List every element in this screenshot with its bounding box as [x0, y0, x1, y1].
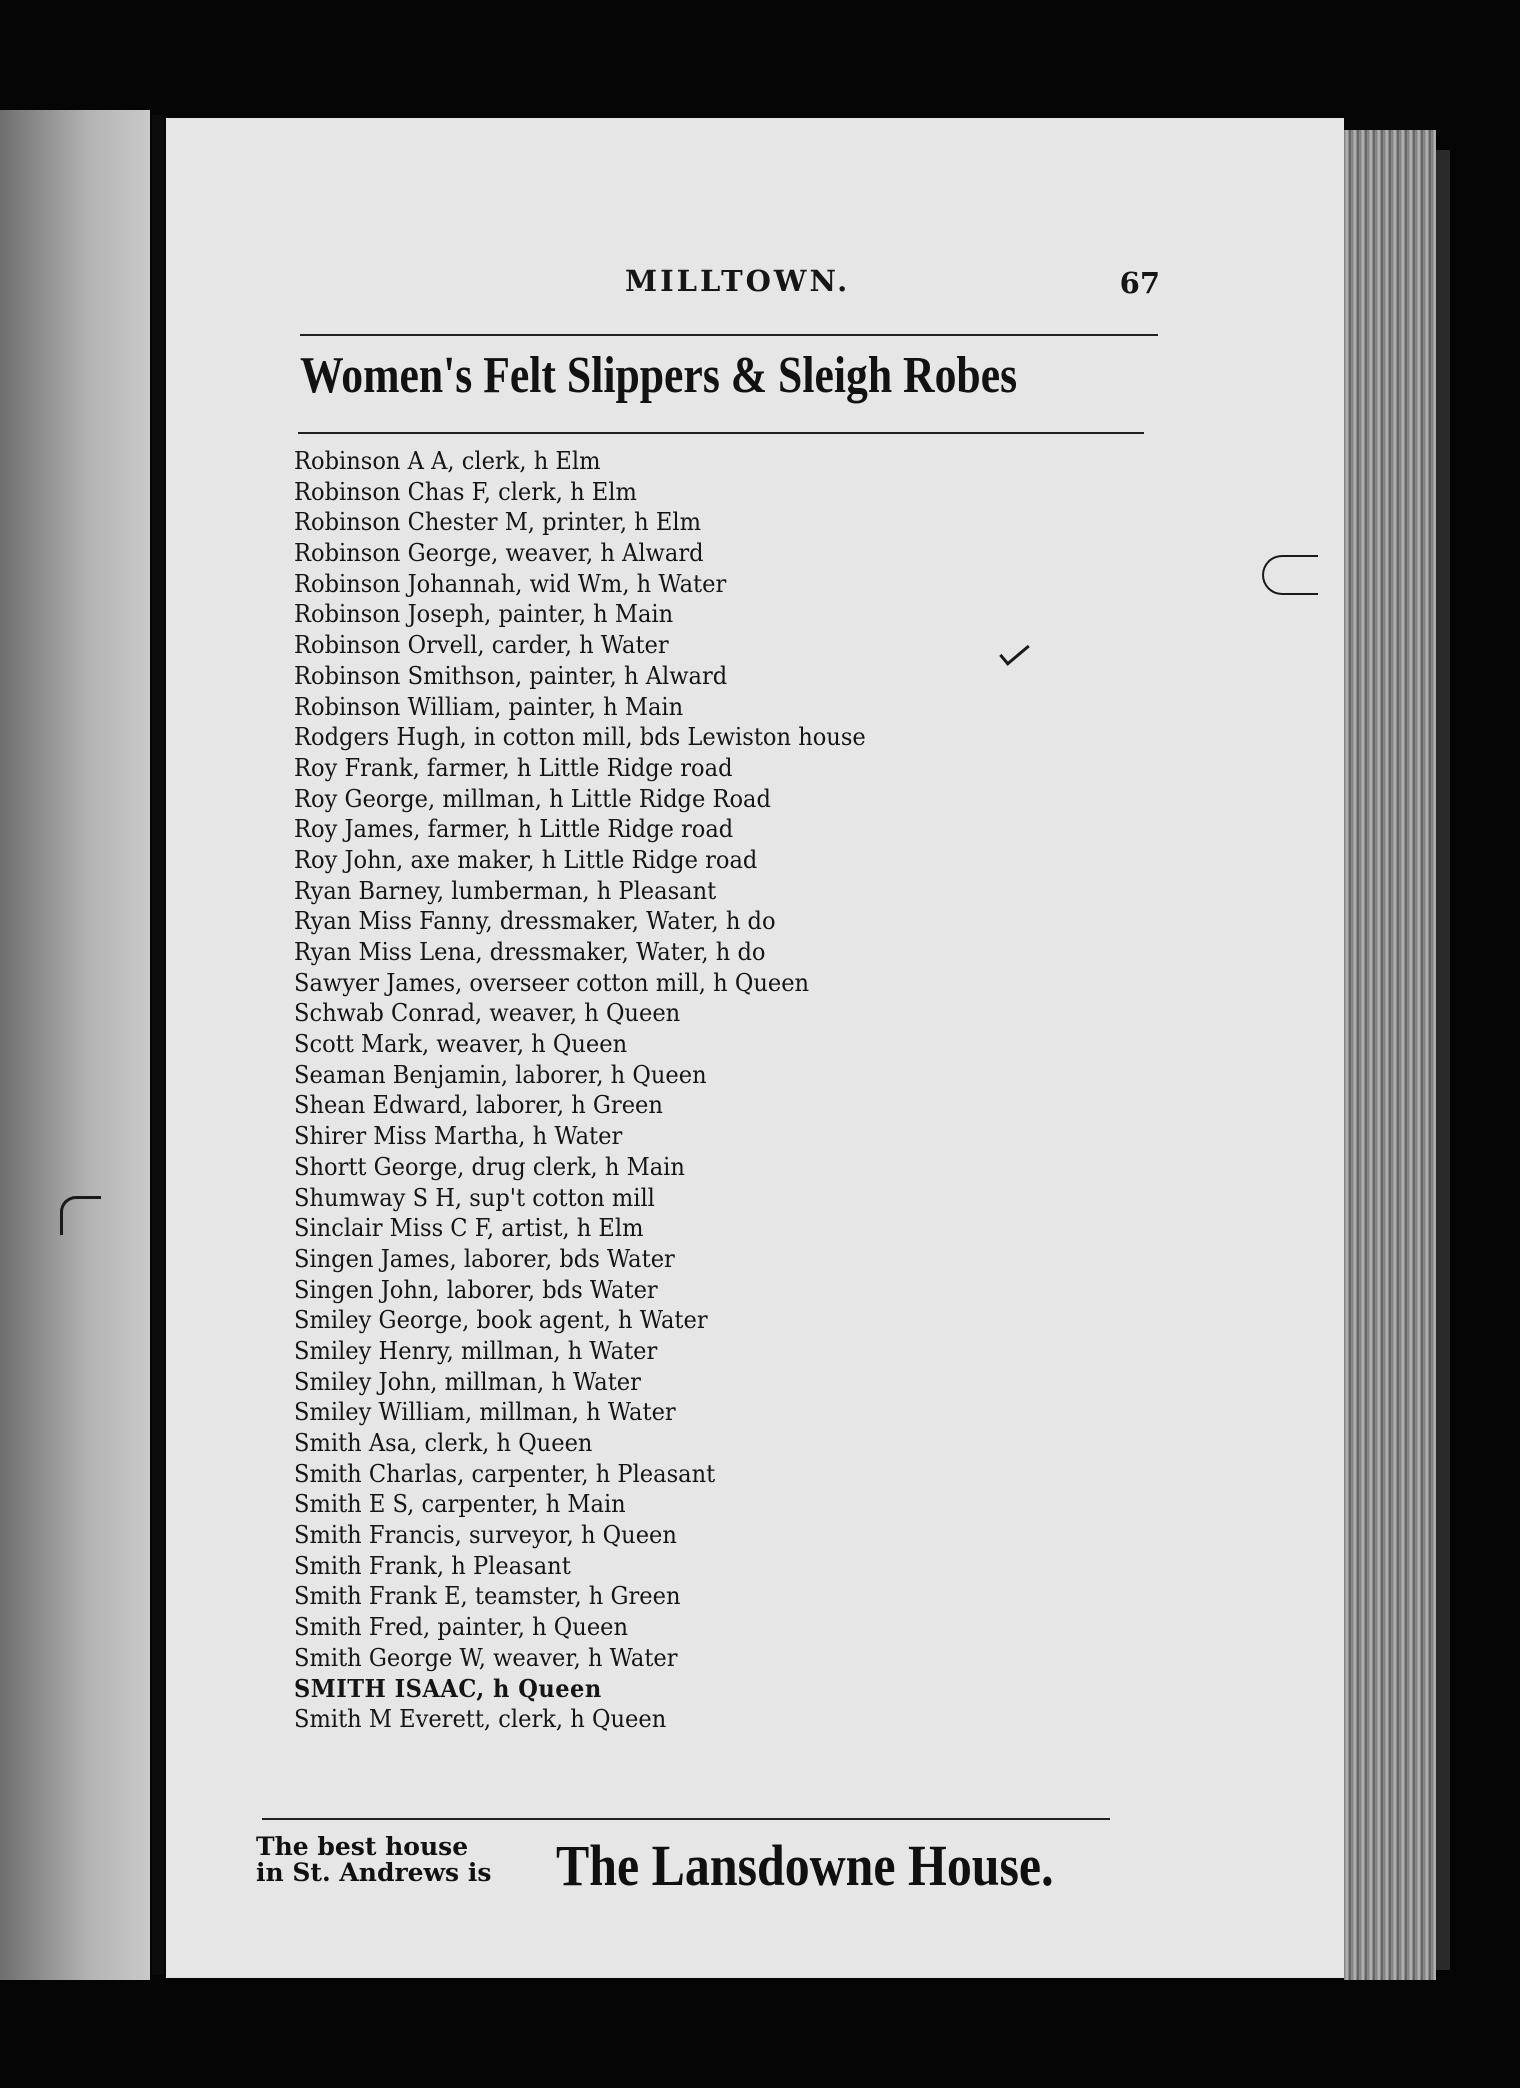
- footer-rule: [262, 1818, 1110, 1820]
- advertisement-banner: Women's Felt Slippers & Sleigh Robes: [300, 347, 1018, 404]
- directory-entry: Robinson A A, clerk, h Elm: [294, 447, 601, 475]
- directory-entry: Sawyer James, overseer cotton mill, h Queen: [294, 968, 810, 997]
- directory-entry: Smith M Everett, clerk, h Queen: [294, 1705, 667, 1734]
- book-edge-shadow: [1436, 150, 1450, 1970]
- directory-entry: Smith Charlas, carpenter, h Pleasant: [294, 1459, 716, 1488]
- directory-entry: Smiley John, millman, h Water: [294, 1367, 641, 1396]
- footer-ad-line-2: in St. Andrews is: [256, 1858, 492, 1887]
- directory-entry: Robinson Orvell, carder, h Water: [294, 631, 669, 660]
- directory-entry: Smith Asa, clerk, h Queen: [294, 1429, 593, 1457]
- facing-page-edge: [0, 110, 150, 1980]
- directory-entry: Singen John, laborer, bds Water: [294, 1275, 658, 1304]
- directory-entry: Smith E S, carpenter, h Main: [294, 1490, 626, 1519]
- directory-entries: [294, 446, 1144, 1735]
- running-title: MILLTOWN.: [625, 264, 851, 298]
- directory-entry: Smith Francis, surveyor, h Queen: [294, 1521, 677, 1550]
- directory-entry: Robinson Chester M, printer, h Elm: [294, 508, 701, 537]
- directory-entry: Singen James, laborer, bds Water: [294, 1244, 675, 1273]
- directory-entry: Robinson Smithson, painter, h Alward: [294, 661, 728, 690]
- footer-advertisement: [256, 1826, 1116, 1906]
- banner-rule: [298, 432, 1144, 434]
- directory-entry: Sinclair Miss C F, artist, h Elm: [294, 1214, 644, 1243]
- directory-entry: Smiley William, millman, h Water: [294, 1398, 676, 1427]
- footer-ad-headline: The Lansdowne House.: [556, 1833, 1054, 1898]
- directory-entry: Robinson William, painter, h Main: [294, 692, 684, 721]
- directory-entry: Robinson Joseph, painter, h Main: [294, 600, 674, 629]
- directory-entry: Roy John, axe maker, h Little Ridge road: [294, 845, 758, 874]
- directory-entry: Smith Frank, h Pleasant: [294, 1551, 571, 1580]
- directory-entry: Smith Fred, painter, h Queen: [294, 1613, 629, 1642]
- directory-entry: Roy George, millman, h Little Ridge Road: [294, 784, 771, 813]
- page-number: 67: [1119, 266, 1160, 300]
- footer-ad-line-1: The best house: [256, 1832, 469, 1861]
- directory-entry: Robinson Johannah, wid Wm, h Water: [294, 569, 727, 598]
- directory-entry: Scott Mark, weaver, h Queen: [294, 1030, 628, 1059]
- footer-ad-tagline: [256, 1834, 491, 1886]
- directory-entry: Smiley George, book agent, h Water: [294, 1306, 708, 1335]
- directory-entry: Smiley Henry, millman, h Water: [294, 1336, 658, 1365]
- pencil-corner-mark: [60, 1196, 101, 1235]
- directory-entry: Robinson George, weaver, h Alward: [294, 539, 704, 568]
- directory-entry: Ryan Miss Fanny, dressmaker, Water, h do: [294, 907, 776, 936]
- directory-entry: Shean Edward, laborer, h Green: [294, 1091, 663, 1120]
- pencil-curve-mark: [1262, 555, 1318, 595]
- page-gutter: [152, 115, 164, 1975]
- directory-entry: Robinson Chas F, clerk, h Elm: [294, 477, 637, 506]
- directory-entry: Smith Frank E, teamster, h Green: [294, 1582, 681, 1611]
- directory-entry: Smith George W, weaver, h Water: [294, 1643, 678, 1672]
- directory-entry: Roy Frank, farmer, h Little Ridge road: [294, 753, 733, 782]
- directory-entry: Ryan Barney, lumberman, h Pleasant: [294, 876, 717, 905]
- running-head: [300, 258, 1160, 306]
- book-page-edges: [1344, 130, 1436, 1980]
- directory-entry: Rodgers Hugh, in cotton mill, bds Lewiston house: [294, 723, 866, 752]
- directory-entry: Shortt George, drug clerk, h Main: [294, 1152, 685, 1181]
- directory-entry: Shumway S H, sup't cotton mill: [294, 1183, 655, 1212]
- directory-entry: SMITH ISAAC, h Queen: [294, 1673, 602, 1703]
- directory-entry: Ryan Miss Lena, dressmaker, Water, h do: [294, 938, 766, 966]
- directory-entry: Schwab Conrad, weaver, h Queen: [294, 999, 681, 1028]
- directory-entry: Seaman Benjamin, laborer, h Queen: [294, 1060, 707, 1089]
- directory-entry: Roy James, farmer, h Little Ridge road: [294, 815, 734, 844]
- directory-entry: Shirer Miss Martha, h Water: [294, 1122, 623, 1151]
